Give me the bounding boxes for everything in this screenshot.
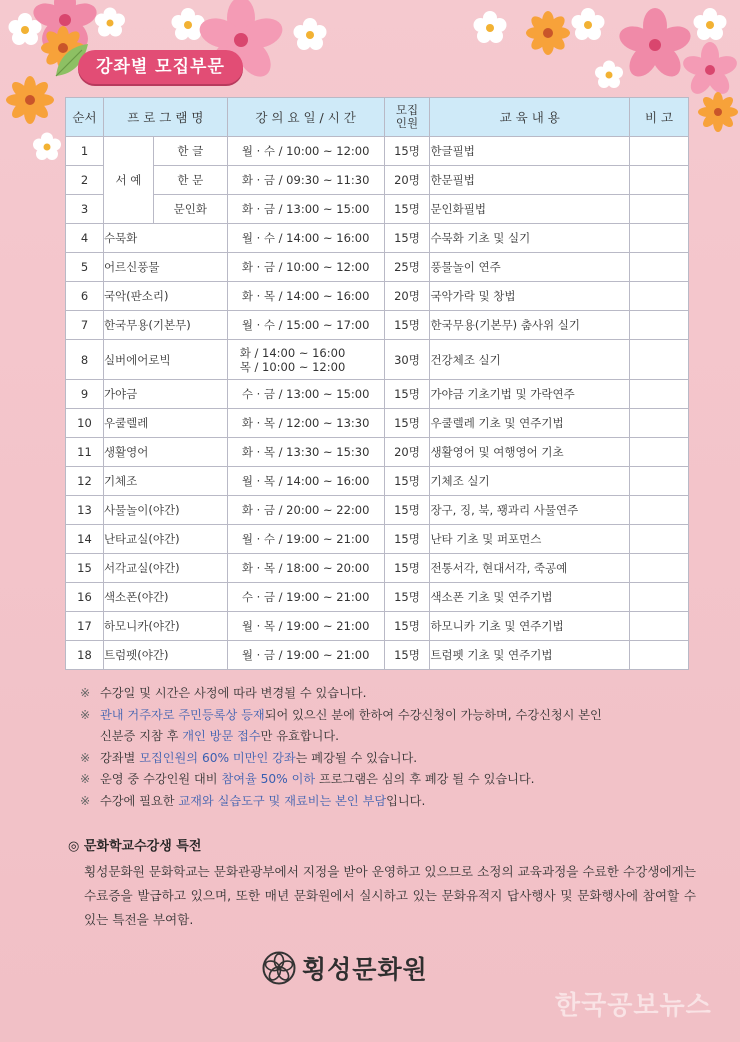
table-row (66, 166, 689, 195)
row-capacity: 20명 (384, 166, 430, 195)
row-capacity: 15명 (384, 496, 430, 525)
row-schedule: 화 · 금 / 20:00 ~ 22:00 (227, 496, 384, 525)
row-schedule: 화 · 금 / 09:30 ~ 11:30 (227, 166, 384, 195)
emblem-icon (262, 951, 296, 985)
watermark: 한국공보뉴스 (555, 991, 712, 1021)
table-row (66, 195, 689, 224)
row-content: 장구, 징, 북, 꽹과리 사물연주 (430, 496, 630, 525)
table-row (66, 340, 689, 380)
table-row (66, 253, 689, 282)
row-content: 난타 기초 및 퍼포먼스 (430, 525, 630, 554)
benefit-title: ◎ 문화학교수강생 특전 (68, 839, 202, 854)
header-no: 순서 (66, 98, 104, 137)
row-capacity: 15명 (384, 583, 430, 612)
table-row (66, 467, 689, 496)
row-content: 전통서각, 현대서각, 죽공예 (430, 554, 630, 583)
orange-flower-icon (525, 10, 571, 56)
row-schedule: 월 · 수 / 15:00 ~ 17:00 (227, 311, 384, 340)
note-text: 만 유효합니다. (260, 729, 340, 743)
reference-mark: ※ (80, 707, 91, 722)
row-program: 문인화 (153, 195, 227, 224)
row-program: 기체조 (103, 467, 227, 496)
white-flower-icon (568, 5, 608, 45)
pink-flower-icon (680, 40, 740, 100)
row-content: 건강체조 실기 (430, 340, 630, 380)
note-text: 강좌별 (100, 750, 140, 765)
row-note (630, 380, 689, 409)
row-no: 17 (66, 612, 104, 641)
table-row (66, 409, 689, 438)
row-schedule: 월 · 수 / 10:00 ~ 12:00 (227, 137, 384, 166)
white-flower-icon (592, 58, 626, 92)
note-text: 프로그램은 심의 후 폐강 될 수 있습니다. (315, 772, 535, 786)
table-row (66, 438, 689, 467)
row-schedule: 월 · 목 / 14:00 ~ 16:00 (227, 467, 384, 496)
row-capacity: 15명 (384, 554, 430, 583)
row-content: 풍물놀이 연주 (430, 253, 630, 282)
row-content: 국악가락 및 창법 (430, 282, 630, 311)
note-text: 신분증 지참 후 (100, 729, 183, 743)
table-row (66, 496, 689, 525)
row-schedule: 화 · 금 / 10:00 ~ 12:00 (227, 253, 384, 282)
table-row (66, 612, 689, 641)
note-highlight: 개인 방문 접수 (182, 729, 261, 743)
table-row (66, 525, 689, 554)
row-no: 6 (66, 282, 104, 311)
row-schedule: 화 · 목 / 12:00 ~ 13:30 (227, 409, 384, 438)
row-no: 13 (66, 496, 104, 525)
row-no: 11 (66, 438, 104, 467)
header-note: 비 고 (630, 98, 689, 137)
row-content: 생활영어 및 여행영어 기초 (430, 438, 630, 467)
row-capacity: 15명 (384, 137, 430, 166)
note-text: 운영 중 수강인원 대비 (100, 772, 222, 786)
header-program: 프 로 그 램 명 (103, 98, 227, 137)
row-schedule: 화 · 목 / 13:30 ~ 15:30 (227, 438, 384, 467)
row-no: 16 (66, 583, 104, 612)
row-content: 우쿨렐레 기초 및 연주기법 (430, 409, 630, 438)
row-no: 2 (66, 166, 104, 195)
row-content: 한글필법 (430, 137, 630, 166)
row-capacity: 15명 (384, 641, 430, 670)
reference-mark: ※ (80, 686, 91, 700)
row-program: 생활영어 (103, 438, 227, 467)
row-capacity: 15명 (384, 380, 430, 409)
note-highlight: 관내 거주자로 주민등록상 등재 (100, 707, 265, 722)
white-flower-icon (30, 130, 64, 164)
row-no: 12 (66, 467, 104, 496)
table-row (66, 224, 689, 253)
note-highlight: 모집인원의 60% 미만인 강좌 (139, 750, 296, 765)
table-header-row (66, 98, 689, 137)
row-capacity: 15명 (384, 467, 430, 496)
table-row (66, 311, 689, 340)
seoye-group-label: 서 예 (103, 137, 153, 224)
row-program: 하모니카(야간) (103, 612, 227, 641)
row-note (630, 496, 689, 525)
row-note (630, 224, 689, 253)
row-no: 14 (66, 525, 104, 554)
row-program: 트럼펫(야간) (103, 641, 227, 670)
note-item (80, 791, 700, 813)
row-note (630, 612, 689, 641)
row-program: 난타교실(야간) (103, 525, 227, 554)
row-capacity: 15명 (384, 195, 430, 224)
row-schedule: 월 · 목 / 19:00 ~ 21:00 (227, 612, 384, 641)
row-content: 한문필법 (430, 166, 630, 195)
row-note (630, 438, 689, 467)
note-item (80, 683, 700, 705)
header-schedule: 강 의 요 일 / 시 간 (227, 98, 384, 137)
organization-name: 횡성문화원 (302, 955, 428, 984)
row-schedule: 화 · 목 / 18:00 ~ 20:00 (227, 554, 384, 583)
header-capacity: 모집 인원 (384, 98, 430, 137)
white-flower-icon (290, 15, 330, 55)
row-content: 한국무용(기본무) 춤사위 실기 (430, 311, 630, 340)
row-no: 15 (66, 554, 104, 583)
row-no: 18 (66, 641, 104, 670)
row-note (630, 340, 689, 380)
row-capacity: 15명 (384, 612, 430, 641)
row-content: 색소폰 기초 및 연주기법 (430, 583, 630, 612)
row-note (630, 409, 689, 438)
row-program: 서각교실(야간) (103, 554, 227, 583)
row-note (630, 137, 689, 166)
row-program: 어르신풍물 (103, 253, 227, 282)
row-program: 한 문 (153, 166, 227, 195)
row-note (630, 282, 689, 311)
row-capacity: 25명 (384, 253, 430, 282)
row-content: 하모니카 기초 및 연주기법 (430, 612, 630, 641)
note-text: 수강에 필요한 (100, 793, 179, 808)
row-capacity: 20명 (384, 438, 430, 467)
orange-flower-icon (698, 92, 738, 132)
row-note (630, 253, 689, 282)
table-row (66, 554, 689, 583)
row-note (630, 641, 689, 670)
row-capacity: 15명 (384, 311, 430, 340)
row-schedule: 월 · 수 / 19:00 ~ 21:00 (227, 525, 384, 554)
row-schedule: 수 · 금 / 13:00 ~ 15:00 (227, 380, 384, 409)
program-table (65, 97, 689, 670)
note-item (80, 705, 700, 748)
row-program: 실버에어로빅 (103, 340, 227, 380)
row-note (630, 467, 689, 496)
row-program: 한 글 (153, 137, 227, 166)
row-no: 5 (66, 253, 104, 282)
row-note (630, 554, 689, 583)
reference-mark: ※ (80, 793, 91, 808)
note-text: 수강일 및 시간은 사정에 따라 변경될 수 있습니다. (100, 686, 367, 700)
section-badge: 강좌별 모집부문 (78, 50, 243, 84)
row-capacity: 15명 (384, 224, 430, 253)
row-no: 10 (66, 409, 104, 438)
row-schedule: 화 · 금 / 13:00 ~ 15:00 (227, 195, 384, 224)
white-flower-icon (470, 8, 510, 48)
header-content: 교 육 내 용 (430, 98, 630, 137)
row-capacity: 20명 (384, 282, 430, 311)
row-content: 기체조 실기 (430, 467, 630, 496)
row-schedule: 월 · 수 / 14:00 ~ 16:00 (227, 224, 384, 253)
notes-list (80, 683, 700, 812)
row-content: 트럼펫 기초 및 연주기법 (430, 641, 630, 670)
row-schedule: 화 · 목 / 14:00 ~ 16:00 (227, 282, 384, 311)
table-row (66, 137, 689, 166)
row-no: 9 (66, 380, 104, 409)
row-no: 8 (66, 340, 104, 380)
note-text: 입니다. (386, 793, 426, 808)
row-program: 수묵화 (103, 224, 227, 253)
row-schedule: 월 · 금 / 19:00 ~ 21:00 (227, 641, 384, 670)
row-program: 국악(판소리) (103, 282, 227, 311)
white-flower-icon (690, 5, 730, 45)
row-program: 우쿨렐레 (103, 409, 227, 438)
row-schedule: 수 · 금 / 19:00 ~ 21:00 (227, 583, 384, 612)
table-row (66, 583, 689, 612)
row-program: 색소폰(야간) (103, 583, 227, 612)
table-row (66, 641, 689, 670)
white-flower-icon (92, 5, 128, 41)
note-text: 는 폐강될 수 있습니다. (295, 750, 418, 765)
row-note (630, 166, 689, 195)
benefit-body: 횡성문화원 문화학교는 문화관광부에서 지정을 받아 운영하고 있으므로 소정의 교육과정을 수료한 수강생에게는 수료증을 발급하고 있으며, 또한 매년 문화원에서 실시하고 있는 문화유적지 답사행사 및 문화행사에 참여할 수 있는 특전을 부여함. (84, 864, 696, 927)
reference-mark: ※ (80, 772, 91, 786)
row-capacity: 15명 (384, 525, 430, 554)
row-content: 문인화필법 (430, 195, 630, 224)
note-item (80, 769, 700, 791)
row-capacity: 15명 (384, 409, 430, 438)
orange-flower-icon (5, 75, 55, 125)
row-capacity: 30명 (384, 340, 430, 380)
row-content: 수묵화 기초 및 실기 (430, 224, 630, 253)
reference-mark: ※ (80, 750, 91, 765)
row-program: 가야금 (103, 380, 227, 409)
row-program: 한국무용(기본무) (103, 311, 227, 340)
row-content: 가야금 기초기법 및 가락연주 (430, 380, 630, 409)
row-note (630, 195, 689, 224)
note-text: 되어 있으신 분에 한하여 수강신청이 가능하며, 수강신청시 본인 (264, 707, 602, 722)
row-note (630, 525, 689, 554)
table-row (66, 380, 689, 409)
row-note (630, 583, 689, 612)
organization-logo (262, 948, 428, 988)
note-item (80, 748, 700, 770)
table-row (66, 282, 689, 311)
row-program: 사물놀이(야간) (103, 496, 227, 525)
note-highlight: 참여율 50% 이하 (221, 772, 316, 786)
row-no: 1 (66, 137, 104, 166)
row-note (630, 311, 689, 340)
row-no: 4 (66, 224, 104, 253)
row-schedule: 화 / 14:00 ~ 16:00 목 / 10:00 ~ 12:00 (227, 340, 384, 380)
row-no: 7 (66, 311, 104, 340)
note-highlight: 교재와 실습도구 및 재료비는 본인 부담 (178, 793, 387, 808)
row-no: 3 (66, 195, 104, 224)
